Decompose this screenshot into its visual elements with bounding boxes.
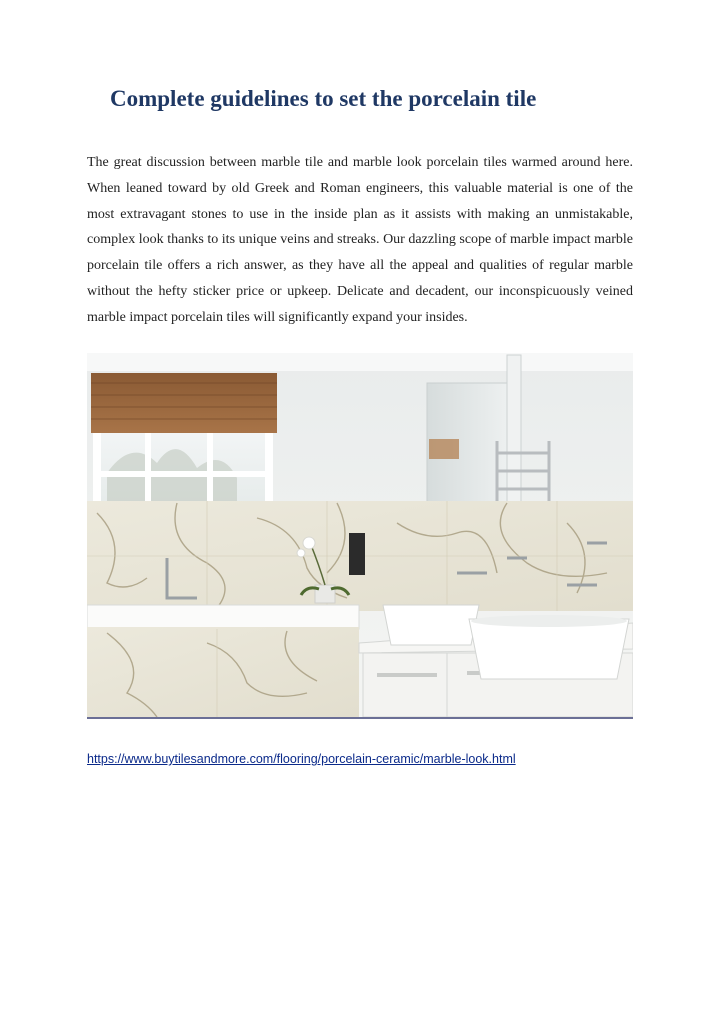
bathroom-photo bbox=[87, 353, 633, 719]
page-title: Complete guidelines to set the porcelain tile bbox=[110, 86, 537, 111]
source-link[interactable]: https://www.buytilesandmore.com/flooring/porcelain-ceramic/marble-look.html bbox=[87, 752, 516, 766]
body-paragraph: The great discussion between marble tile and marble look porcelain tiles warmed around here. When leaned toward by old Greek and Roman engineers, this valuable material is one of the most extravagant stones to use in the inside plan as it assists with making an unmistakable, complex look thanks to its unique veins and streaks. Our dazzling scope of marble impact marble porcelain tile offers a rich answer, as they have all the appeal and qualities of regular marble without the hefty sticker price or upkeep. Delicate and decadent, our inconspicuously veined marble impact porcelain tiles will significantly expand your insides. bbox=[87, 155, 633, 325]
